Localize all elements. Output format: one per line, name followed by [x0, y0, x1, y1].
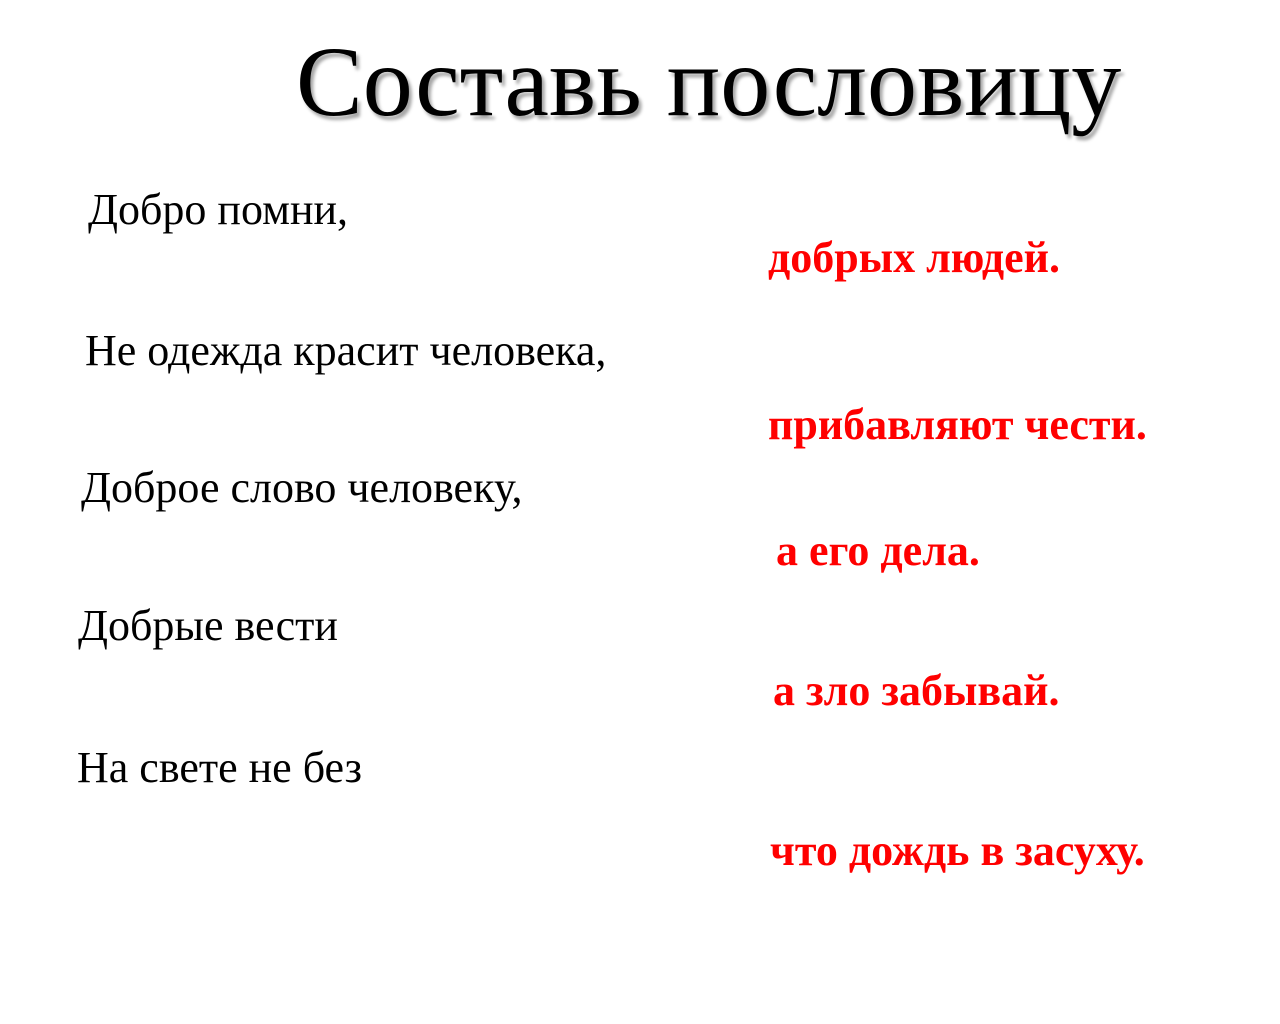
proverb-ending-3[interactable]: а его дела. — [776, 526, 980, 575]
proverb-start-2[interactable]: Не одежда красит человека, — [85, 326, 607, 375]
proverb-start-3[interactable]: Доброе слово человеку, — [81, 463, 523, 512]
proverb-ending-1[interactable]: добрых людей. — [768, 233, 1061, 282]
proverb-start-4[interactable]: Добрые вести — [78, 601, 338, 650]
proverb-ending-4[interactable]: а зло забывай. — [773, 666, 1060, 715]
proverb-start-5[interactable]: На свете не без — [77, 743, 362, 792]
proverb-ending-2[interactable]: прибавляют чести. — [768, 400, 1147, 449]
proverb-start-1[interactable]: Добро помни, — [88, 185, 349, 234]
slide-title: Составь пословицу — [296, 26, 1122, 137]
proverb-ending-5[interactable]: что дождь в засуху. — [770, 826, 1145, 875]
